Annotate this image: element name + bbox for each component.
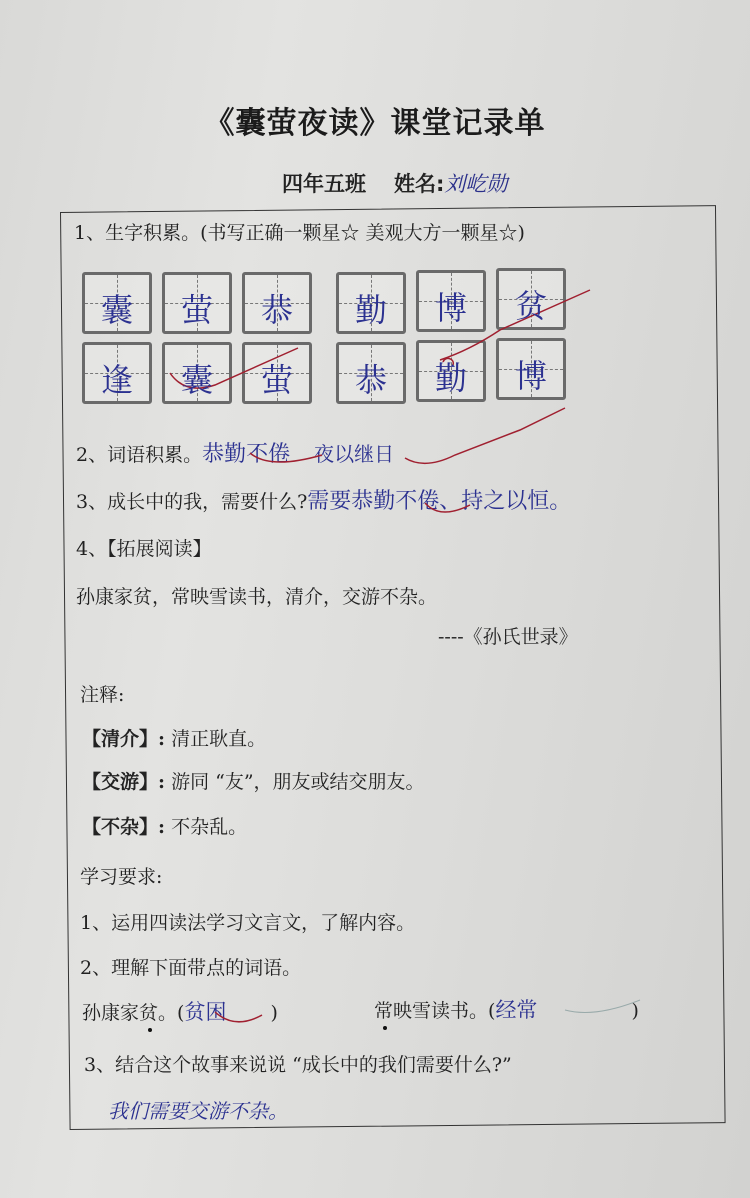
- section3-label: 3、成长中的我，需要什么?: [76, 491, 308, 513]
- section2-answer2: 夜以继日: [314, 442, 395, 466]
- notes-heading: 注释:: [80, 684, 125, 706]
- section3: [76, 484, 571, 515]
- passage: 孙康家贫，常映雪读书，清介，交游不杂。: [76, 586, 438, 608]
- requirement-3-answer: 我们需要交游不杂。: [108, 1099, 288, 1123]
- requirement-1: 1、运用四读法学习文言文，了解内容。: [80, 912, 416, 934]
- student-name: 刘屹勋: [444, 172, 508, 196]
- grid-cell: 博: [496, 338, 566, 400]
- question-b: 常映雪读书。(经常 ): [374, 998, 639, 1022]
- grid-cell: 萤: [162, 272, 232, 334]
- grid-cell: 勤: [416, 340, 486, 402]
- grid-cell: 恭: [336, 342, 406, 404]
- requirement-3: 3、结合这个故事来说说 “成长中的我们需要什么?”: [84, 1054, 512, 1076]
- note-item: 【交游】: 游同 “友”，朋友或结交朋友。: [82, 771, 425, 793]
- student-info: [282, 168, 507, 198]
- grid-cell: 贫: [496, 268, 566, 330]
- name-label: 姓名:: [394, 172, 445, 196]
- answer-b: 经常: [495, 998, 538, 1022]
- section2-answer1: 恭勤不倦: [202, 442, 291, 467]
- grid-cell: 勤: [336, 272, 406, 334]
- note-item: 【不杂】: 不杂乱。: [82, 816, 248, 838]
- question-a: 孙康家贫。(贫困 ): [82, 1000, 278, 1024]
- grid-cell: 萤: [242, 342, 312, 404]
- section2-label: 2、词语积累。: [76, 444, 203, 466]
- passage-source: ----《孙氏世录》: [438, 626, 578, 648]
- section1-heading: 1、生字积累。(书写正确一颗星☆ 美观大方一颗星☆): [74, 222, 525, 244]
- class-label: 四年五班: [282, 172, 366, 196]
- grid-cell: 逢: [82, 342, 152, 404]
- note-item: 【清介】: 清正耿直。: [82, 728, 267, 750]
- answer-a: 贫困: [184, 1000, 227, 1024]
- section3-answer: 需要恭勤不倦、持之以恒。: [307, 489, 572, 514]
- grid-cell: 囊: [162, 342, 232, 404]
- grid-cell: 囊: [82, 272, 152, 334]
- section4-heading: 4、【拓展阅读】: [76, 538, 212, 560]
- grid-cell: 博: [416, 270, 486, 332]
- page-title: 《囊萤夜读》课堂记录单: [204, 106, 546, 141]
- grid-cell: 恭: [242, 272, 312, 334]
- requirements-heading: 学习要求:: [80, 866, 163, 888]
- section2: [76, 437, 394, 468]
- requirement-2: 2、理解下面带点的词语。: [80, 957, 302, 979]
